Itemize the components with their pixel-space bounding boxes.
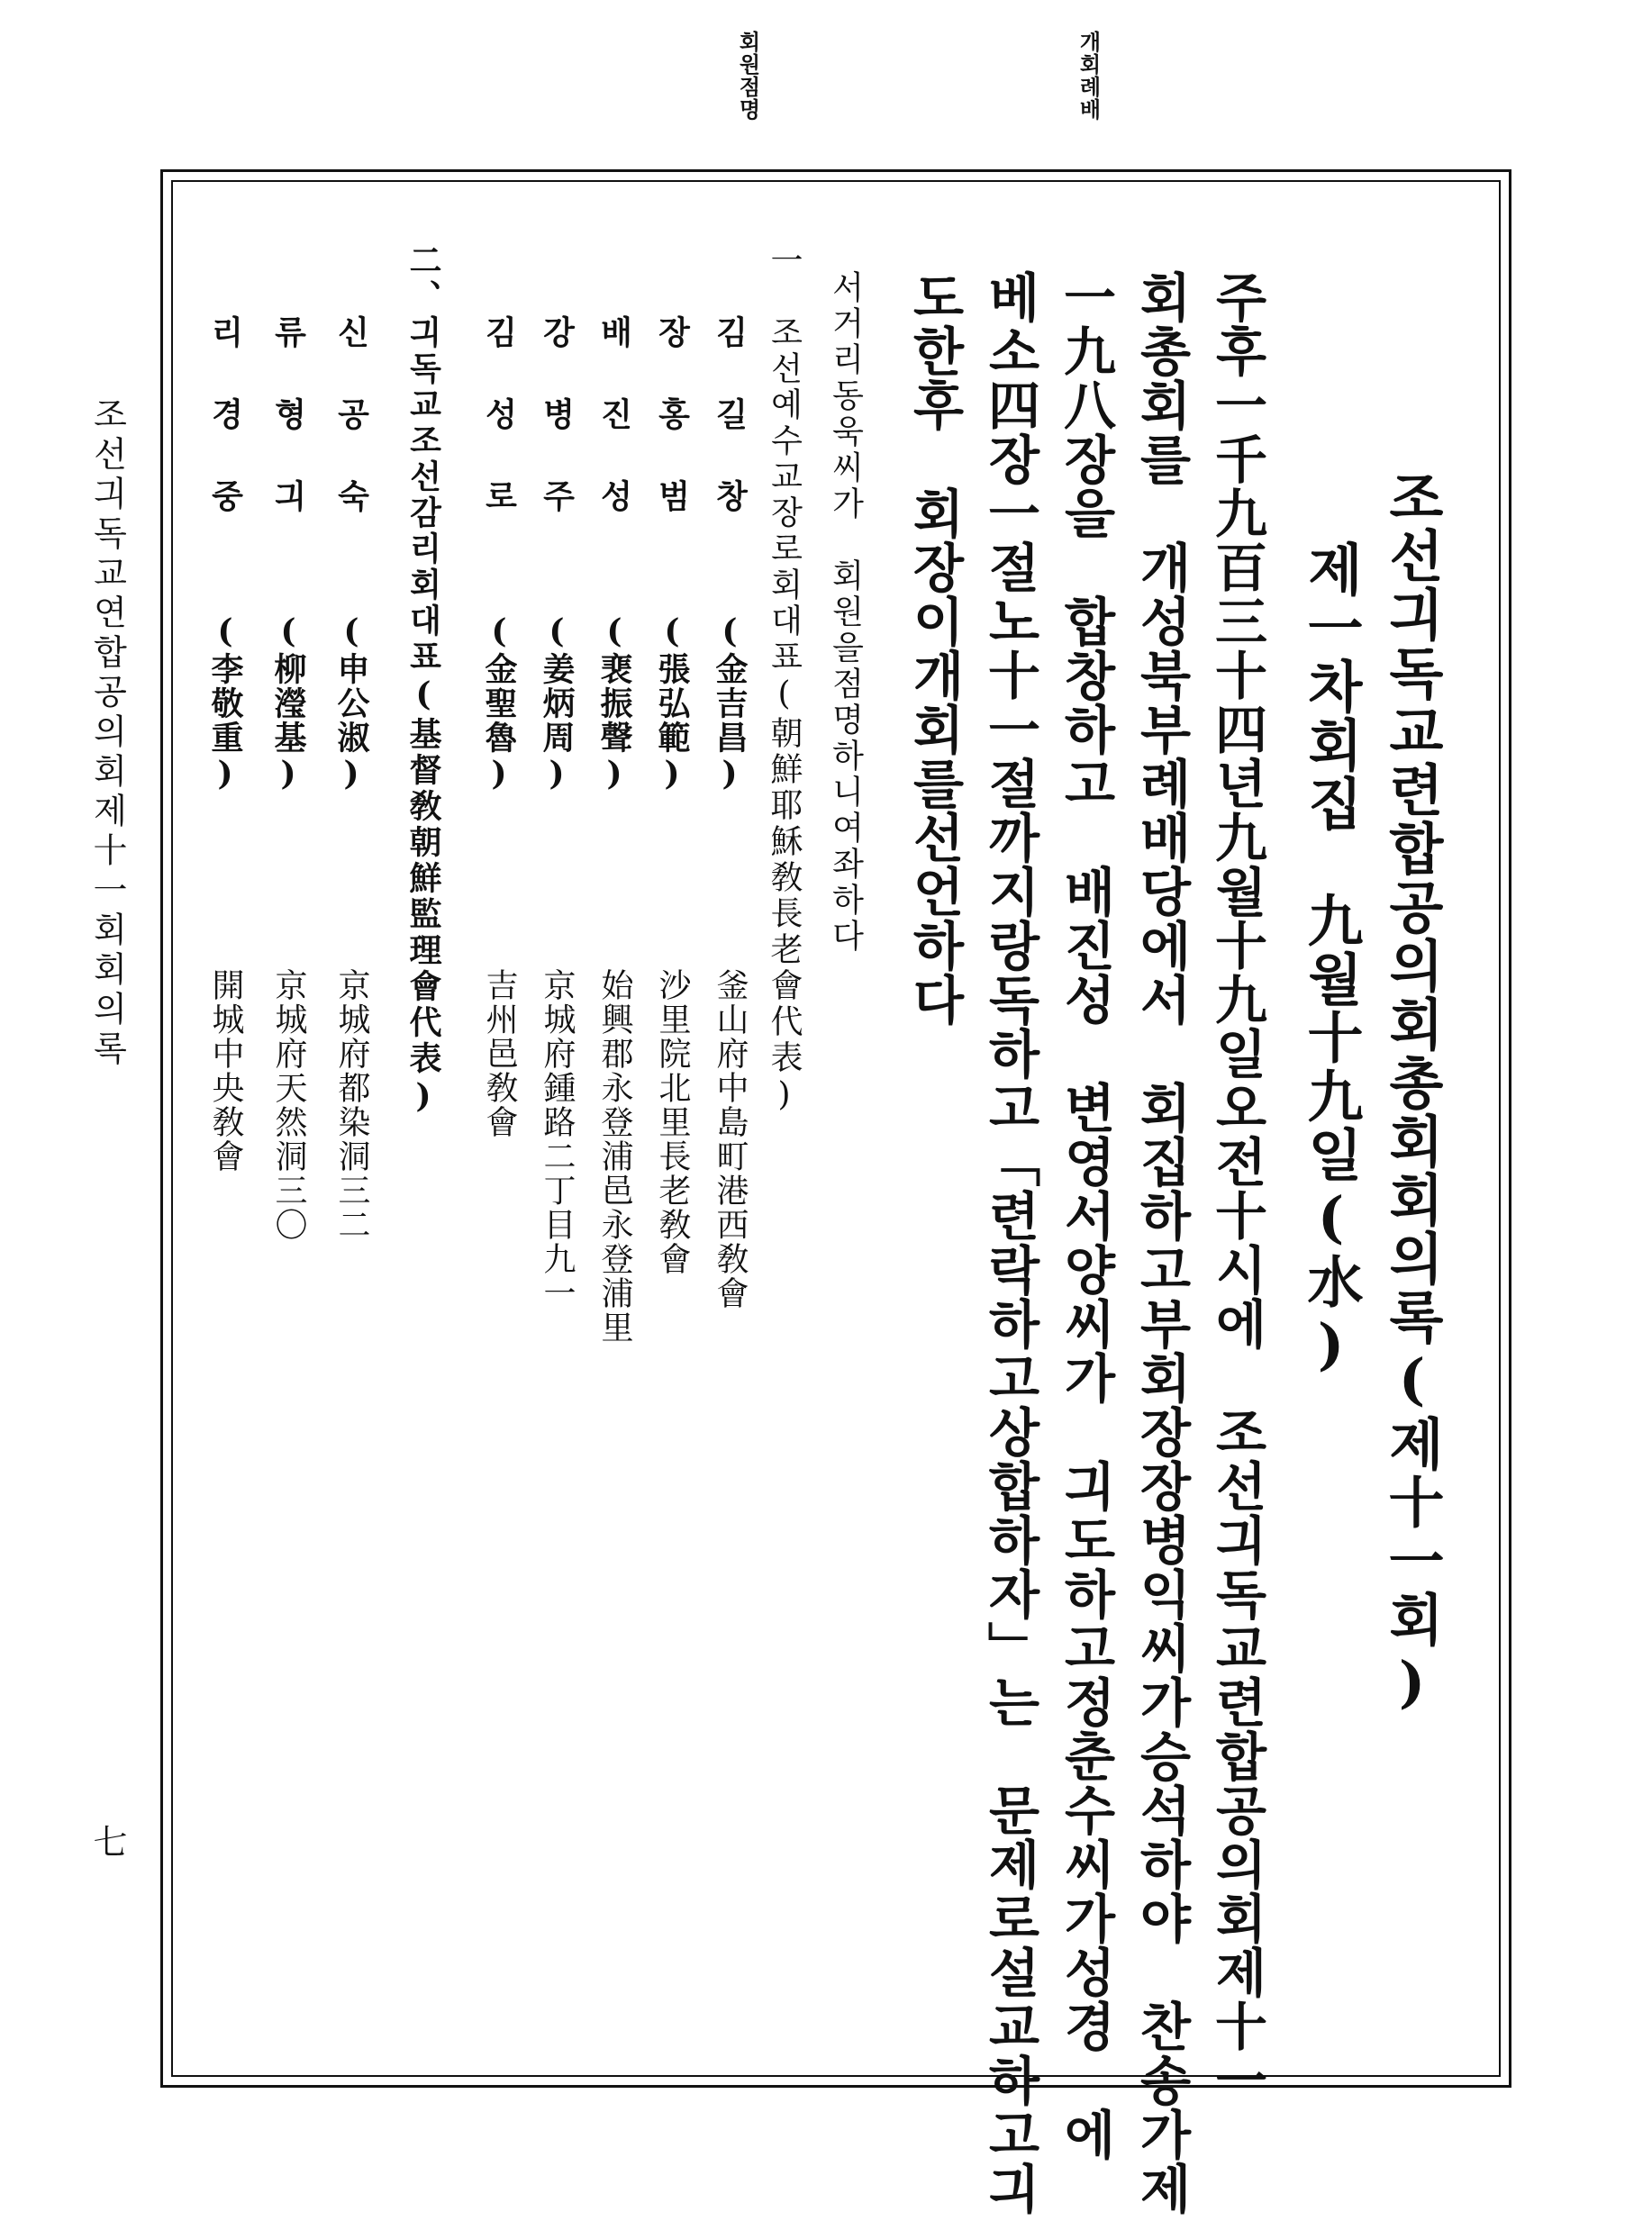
- member-name: 리경중: [206, 315, 244, 561]
- member-hanja: (裵振聲): [595, 612, 633, 794]
- session-line: 제一차회집 九월十九일(水): [1298, 540, 1364, 1380]
- member-hanja: (姜炳周): [538, 612, 576, 794]
- section-1-heading: 一 조선예수교장로회대표(朝鮮耶穌敎長老會代表): [766, 243, 803, 1117]
- body-line-5: 도한후 회장이개회를선언하다: [903, 270, 965, 1027]
- member-address: 沙里院北里長老敎會: [654, 968, 691, 1276]
- document-title: 조선긔독교련합공의회총회회의록(제十一회): [1379, 468, 1445, 1718]
- member-name: 김성로: [480, 315, 518, 561]
- member-name: 김길창: [711, 315, 749, 561]
- body-line-2: 회총회를 개성북부례배당에서 회집하고부회장장병익씨가승석하야 찬송가제: [1130, 270, 1192, 2216]
- margin-note-roll-call: 회원점명: [735, 31, 761, 121]
- member-address: 始興郡永登浦邑永登浦里: [596, 968, 633, 1345]
- member-hanja: (申公淑): [332, 612, 370, 794]
- body-line-1: 주후一千九百三十四년九월十九일오전十시에 조선긔독교련합공의회제十一: [1206, 270, 1267, 2108]
- member-name: 강병주: [538, 315, 576, 561]
- member-hanja: (金聖魯): [480, 612, 518, 794]
- member-address: 開城中央敎會: [207, 968, 244, 1174]
- member-hanja: (張弘範): [653, 612, 691, 794]
- member-hanja: (金吉昌): [711, 612, 749, 794]
- running-header: 조선긔독교연합공의회제十一회회의록: [87, 396, 127, 1070]
- member-name: 배진성: [595, 315, 633, 561]
- member-name: 류형긔: [269, 315, 307, 561]
- body-line-4: 베소四장一절노十一절까지랑독하고「련락하고상합하자」는 문제로설교하고긔: [979, 270, 1040, 2216]
- section-2-heading: 二、긔독교조선감리회대표(基督敎朝鮮監理會代表): [404, 243, 442, 1119]
- member-address: 京城府天然洞三〇: [270, 968, 307, 1242]
- roll-call-line: 서거리동욱씨가 회원을점명하니여좌하다: [827, 270, 864, 955]
- member-address: 釜山府中島町港西敎會: [712, 968, 749, 1310]
- member-hanja: (柳瀅基): [269, 612, 307, 794]
- margin-note-opening-worship: 개회례배: [1076, 31, 1102, 121]
- member-address: 吉州邑敎會: [481, 968, 518, 1139]
- member-address: 京城府都染洞三二: [333, 968, 370, 1242]
- page-number: 七: [87, 1824, 127, 1863]
- member-name: 장홍범: [653, 315, 691, 561]
- member-hanja: (李敬重): [206, 612, 244, 794]
- member-name: 신공숙: [332, 315, 370, 561]
- body-line-3: 一九八장을 합창하고 배진성 변영서양씨가 긔도하고정춘수씨가성경 에: [1055, 270, 1116, 2162]
- member-address: 京城府鍾路二丁目九一: [539, 968, 576, 1310]
